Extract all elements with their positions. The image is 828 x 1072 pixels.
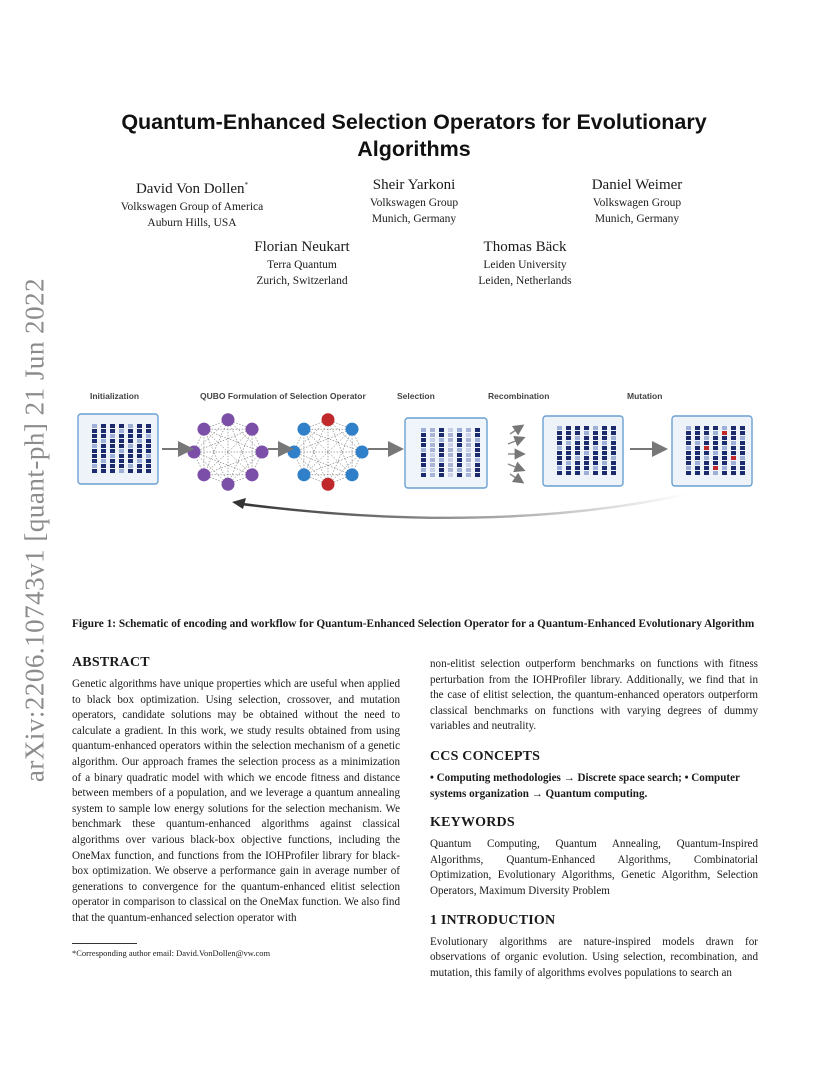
abstract-heading: ABSTRACT	[72, 655, 150, 670]
author-affiliation: Volkswagen Group	[592, 197, 682, 209]
feedback-loop-arrow	[242, 494, 688, 518]
stage-label-recombination: Recombination	[488, 391, 550, 401]
ccs-text: • Computing methodologies → Discrete space search; • Computer systems organization → Quantum computing.	[430, 771, 740, 800]
author-affiliation: Leiden University	[483, 259, 567, 271]
introduction-heading: 1 INTRODUCTION	[430, 912, 556, 928]
qubo-graph-purple	[188, 413, 269, 491]
stage-label-selection: Selection	[397, 391, 435, 401]
abstract-continuation: non-elitist selection outperform benchmarks on functions with fitness perturbation from the IOHProfiler library. Additionally, we find that in the case of elitist selection, the quantum-enhanced operators outperform classical benchmarks on functions with varying degrees of dummy variables and neutrality.	[430, 658, 758, 733]
author-block	[192, 238, 412, 289]
abstract-text: Genetic algorithms have unique properties which are useful when applied to black box optimization. Using selection, crossover, and mutation operators, candidate solutions may be obtained without the need to calculate a gradient. In this work, we study results obtained from using quantum-enhanced operators within the selection mechanism of a genetic algorithm. Our approach frames the selection process as a minimization of a binary quadratic model with which we encode fitness and distance between members of a population, and we leverage a quantum annealing system to sample low energy solutions for the selection mechanism. We benchmark these quantum-enhanced algorithms against classical algorithms over various black-box objective functions, including the OneMax function, and functions from the IOHProfiler library for black-box optimization. We observe a performance gain in average number of generations to convergence for the quantum-enhanced elitist selection operator in comparison to classical on the OneMax function. We also find that the quantum-enhanced selection operator with	[72, 678, 400, 924]
arxiv-sidebar	[18, 277, 52, 783]
author-name: David Von Dollen	[135, 181, 245, 197]
author-affiliation: Volkswagen Group of America	[120, 201, 264, 213]
author-affiliation: Volkswagen Group	[369, 197, 459, 209]
population-panel-selected	[405, 418, 487, 488]
author-location: Munich, Germany	[594, 213, 680, 225]
keywords-text: Quantum Computing, Quantum Annealing, Quantum-Inspired Algorithms, Quantum-Enhanced Algorithms, Combinatorial Optimization, Evolutionary Algorithms, Genetic Algorithm, Selection Operators, Maximum Diversity Problem	[430, 838, 758, 897]
figure-caption: Figure 1: Schematic of encoding and workflow for Quantum-Enhanced Selection Operator for a Quantum-Enhanced Evolutionary Algorithm	[72, 618, 755, 630]
arxiv-identifier: arXiv:2206.10743v1 [quant-ph] 21 Jun 2022	[19, 277, 50, 783]
recombination-arrows-icon	[508, 426, 523, 482]
feedback-arrowhead-icon	[232, 498, 246, 509]
ccs-heading: CCS CONCEPTS	[430, 748, 541, 764]
author-name: Daniel Weimer	[591, 177, 683, 193]
author-block	[415, 238, 635, 289]
author-location: Munich, Germany	[371, 213, 457, 225]
stage-label-initialization: Initialization	[90, 391, 140, 401]
author-mark: *	[244, 181, 249, 189]
footnote: *Corresponding author email: David.VonDollen@vw.com	[72, 948, 271, 958]
author-block	[527, 176, 747, 227]
keywords-heading: KEYWORDS	[430, 815, 515, 831]
author-name: Sheir Yarkoni	[372, 177, 456, 193]
author-location: Leiden, Netherlands	[478, 275, 572, 287]
author-location: Zurich, Switzerland	[256, 275, 348, 287]
author-block	[304, 176, 524, 227]
right-column	[430, 657, 758, 981]
workflow-figure	[72, 386, 756, 531]
introduction-text: Evolutionary algorithms are nature-inspired models drawn for observations of organic evolution. Using selection, recombination, and mutation, this family of algorithms evolves populations to search an	[430, 935, 758, 979]
author-location: Auburn Hills, USA	[147, 217, 237, 229]
author-block	[82, 176, 302, 231]
author-affiliation: Terra Quantum	[267, 259, 337, 271]
qubo-graph-selected	[288, 413, 369, 491]
author-name: Thomas Bäck	[483, 239, 567, 255]
stage-label-qubo: QUBO Formulation of Selection Operator	[200, 391, 366, 401]
author-name: Florian Neukart	[254, 239, 350, 255]
footnote-rule	[72, 943, 137, 944]
paper-title: Quantum-Enhanced Selection Operators for Evolutionary Algorithms	[121, 110, 707, 161]
stage-label-mutation: Mutation	[627, 391, 663, 401]
left-column	[72, 654, 400, 927]
